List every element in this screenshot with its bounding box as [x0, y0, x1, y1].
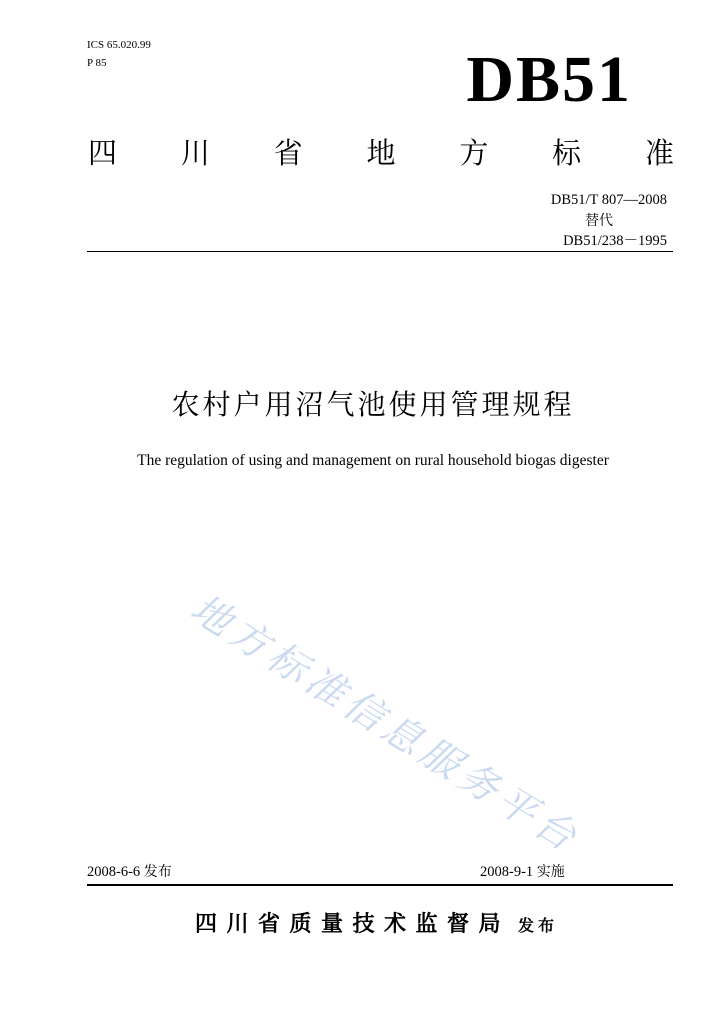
standard-category [88, 136, 674, 170]
release-date-label: 发布 [143, 864, 172, 880]
implementation-date-value: 2008-9-1 [480, 864, 534, 880]
watermark: 地方标准信息服务平台 [182, 586, 588, 863]
header-divider [87, 251, 673, 252]
standard-number: DB51/T 807—2008 [550, 192, 667, 208]
category-char: 方 [459, 136, 489, 170]
category-char: 准 [644, 136, 674, 170]
issuer-name: 四川省质量技术监督局 [195, 911, 511, 937]
db51-logo: DB51 [466, 43, 632, 116]
implementation-date [480, 862, 565, 882]
replaced-standard-number: DB51/238－1995 [563, 233, 667, 249]
category-char: 四 [88, 136, 118, 170]
issuer-action: 发布 [518, 916, 559, 935]
category-char: 标 [552, 136, 582, 170]
standard-number-block [507, 190, 667, 252]
document-title-zh: 农村户用沼气池使用管理规程 [171, 388, 575, 421]
category-char: 川 [180, 136, 210, 170]
release-date [87, 862, 172, 882]
document-title-en: The regulation of using and management on rural household biogas digester [137, 452, 609, 469]
implementation-date-label: 实施 [536, 864, 565, 880]
issuer [195, 906, 558, 942]
replaces-label: 替代 [585, 212, 613, 229]
ics-code: ICS 65.020.99 [87, 39, 151, 51]
ccs-code: P 85 [87, 57, 107, 69]
category-char: 省 [273, 136, 303, 170]
release-date-value: 2008-6-6 [87, 864, 141, 880]
category-char: 地 [366, 136, 396, 170]
footer-divider [87, 884, 673, 886]
